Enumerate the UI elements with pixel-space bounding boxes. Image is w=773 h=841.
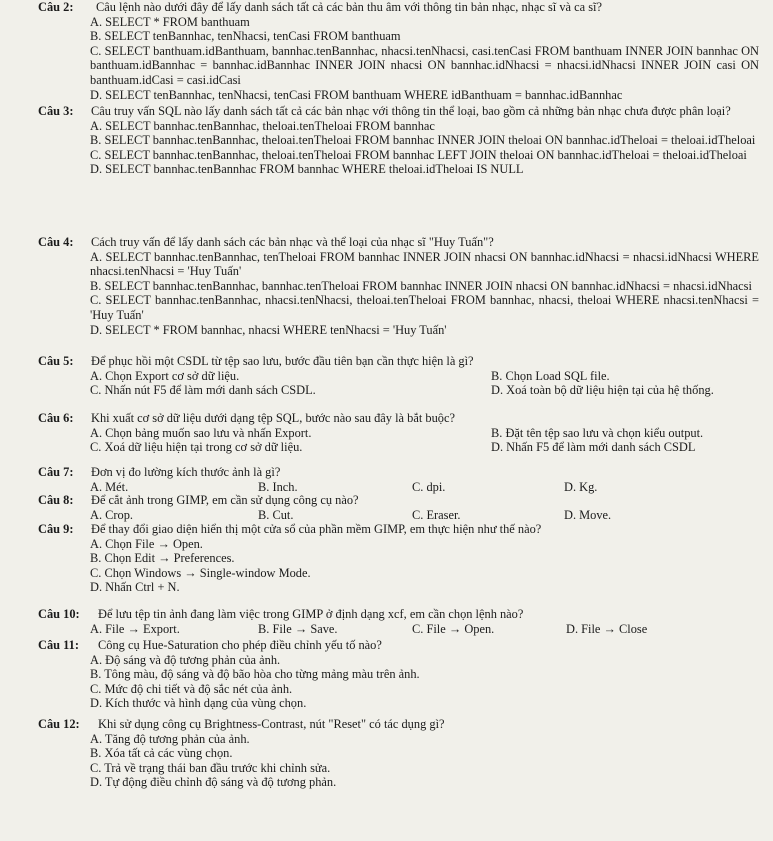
option-d: D. SELECT tenBannhac, tenNhacsi, tenCasi FROM banthuam WHERE idBanthuam = bannhac.idBannhac bbox=[90, 87, 623, 102]
option-c: C. Trả về trạng thái ban đầu trước khi chỉnh sửa. bbox=[90, 760, 331, 775]
option-d: D. Tự động điều chỉnh độ sáng và độ tương phản. bbox=[90, 775, 337, 790]
option-a: A. SELECT * FROM banthuam bbox=[90, 14, 250, 29]
option-a: A. Tăng độ tương phản của ảnh. bbox=[90, 731, 250, 746]
question-5 bbox=[0, 354, 773, 398]
option-d: D. Kích thước và hình dạng của vùng chọn. bbox=[90, 696, 307, 711]
option-d: D. Xoá toàn bộ dữ liệu hiện tại của hệ thống. bbox=[491, 383, 714, 398]
option-c: C. File → Open. bbox=[412, 621, 495, 636]
option-a: A. Chọn bảng muốn sao lưu và nhấn Export. bbox=[90, 425, 312, 440]
option-c: C. SELECT bannhac.tenBannhac, nhacsi.tenNhacsi, theloai.tenTheloai FROM bannhac, nhacsi, theloai WHERE nhacsi.tenNhacsi = 'Huy Tuấn' bbox=[90, 293, 759, 322]
question-number: Câu 2: bbox=[38, 0, 74, 14]
options-row-1 bbox=[0, 426, 773, 441]
options-row-2 bbox=[0, 383, 773, 398]
options-row bbox=[0, 622, 773, 637]
options-row-1 bbox=[0, 369, 773, 384]
option-b: B. Chọn Load SQL file. bbox=[491, 368, 610, 383]
question-4 bbox=[0, 235, 773, 337]
question-number: Câu 10: bbox=[38, 607, 80, 621]
option-a: A. Chọn Export cơ sở dữ liệu. bbox=[90, 368, 240, 383]
question-number: Câu 3: bbox=[38, 104, 74, 118]
option-b: B. SELECT bannhac.tenBannhac, bannhac.tenTheloai FROM bannhac INNER JOIN nhacsi ON bannhac.idNhacsi = nhacsi.idNhacsi bbox=[90, 278, 752, 293]
question-number: Câu 6: bbox=[38, 411, 74, 425]
options-row bbox=[0, 480, 773, 495]
option-c: C. Nhấn nút F5 để làm mới danh sách CSDL. bbox=[90, 383, 316, 398]
option-c: C. Mức độ chi tiết và độ sắc nét của ảnh. bbox=[90, 681, 293, 696]
question-text: Khi xuất cơ sở dữ liệu dưới dạng tệp SQL, bước nào sau đây là bắt buộc? bbox=[91, 411, 455, 425]
option-c: C. Eraser. bbox=[412, 507, 461, 522]
question-text: Để phục hồi một CSDL từ tệp sao lưu, bước đầu tiên bạn cần thực hiện là gì? bbox=[91, 354, 474, 368]
option-b: B. Cut. bbox=[258, 507, 294, 522]
option-b: B. SELECT tenBannhac, tenNhacsi, tenCasi FROM banthuam bbox=[90, 29, 401, 44]
option-d: D. Nhấn Ctrl + N. bbox=[90, 580, 180, 595]
question-text: Khi sử dụng công cụ Brightness-Contrast, nút "Reset" có tác dụng gì? bbox=[98, 717, 445, 731]
question-11 bbox=[0, 638, 773, 711]
question-7 bbox=[0, 465, 773, 494]
option-d: D. Nhấn F5 để làm mới danh sách CSDL bbox=[491, 440, 696, 455]
question-text: Đơn vị đo lường kích thước ảnh là gì? bbox=[91, 465, 281, 479]
option-c: C. Chọn Windows → Single-window Mode. bbox=[90, 565, 311, 580]
option-d: D. SELECT * FROM bannhac, nhacsi WHERE tenNhacsi = 'Huy Tuấn' bbox=[90, 322, 447, 337]
question-number: Câu 12: bbox=[38, 717, 80, 731]
question-text: Để cắt ảnh trong GIMP, em cần sử dụng công cụ nào? bbox=[91, 493, 359, 507]
question-text: Để lưu tệp tin ảnh đang làm việc trong GIMP ở định dạng xcf, em cần chọn lệnh nào? bbox=[98, 607, 524, 621]
option-c: C. SELECT bannhac.tenBannhac, theloai.tenTheloai FROM bannhac LEFT JOIN theloai ON bannhac.idTheloai = theloai.idTheloai bbox=[90, 147, 747, 162]
question-text: Cách truy vấn để lấy danh sách các bản nhạc và thể loại của nhạc sĩ "Huy Tuấn"? bbox=[91, 235, 494, 249]
option-a: A. Mét. bbox=[90, 479, 129, 494]
option-c: C. SELECT banthuam.idBanthuam, bannhac.tenBannhac, nhacsi.tenNhacsi, casi.tenCasi FROM banthuam INNER JOIN bannhac ON banthuam.idBannhac = bannhac.idBannhac INNER JOIN nhacsi ON bannhac.idNhacsi = nhacsi.idNhacsi INNER JOIN casi ON banthuam.idCasi = casi.idCasi bbox=[90, 43, 759, 87]
option-b: B. SELECT bannhac.tenBannhac, theloai.tenTheloai FROM bannhac INNER JOIN theloai ON bannhac.idTheloai = theloai.idTheloai bbox=[90, 133, 756, 148]
question-number: Câu 5: bbox=[38, 354, 74, 368]
question-8 bbox=[0, 493, 773, 522]
option-b: B. Chọn Edit → Preferences. bbox=[90, 551, 235, 566]
option-a: A. SELECT bannhac.tenBannhac, tenTheloai FROM bannhac INNER JOIN nhacsi ON bannhac.idNhacsi = nhacsi.idNhacsi WHERE nhacsi.tenNhacsi = 'Huy Tuấn' bbox=[90, 249, 759, 279]
option-d: D. Kg. bbox=[564, 479, 598, 494]
question-text: Công cụ Hue-Saturation cho phép điều chỉnh yếu tố nào? bbox=[98, 638, 382, 652]
question-text: Để thay đổi giao diện hiển thị một cửa sổ của phần mềm GIMP, em thực hiện như thế nào? bbox=[91, 522, 542, 536]
question-text: Câu truy vấn SQL nào lấy danh sách tất cả các bản nhạc với thông tin thể loại, bao gồm cả những bản nhạc chưa được phân loại? bbox=[91, 104, 731, 118]
option-a: A. Crop. bbox=[90, 507, 134, 522]
question-number: Câu 9: bbox=[38, 522, 74, 536]
question-10 bbox=[0, 607, 773, 636]
option-b: B. Xóa tất cả các vùng chọn. bbox=[90, 746, 233, 761]
option-d: D. Move. bbox=[564, 507, 612, 522]
option-a: A. Chọn File → Open. bbox=[90, 536, 203, 551]
option-a: A. Độ sáng và độ tương phản của ảnh. bbox=[90, 652, 281, 667]
option-c: C. Xoá dữ liệu hiện tại trong cơ sở dữ liệu. bbox=[90, 440, 303, 455]
option-a: A. File → Export. bbox=[90, 621, 180, 636]
question-2 bbox=[0, 0, 773, 102]
option-d: D. SELECT bannhac.tenBannhac FROM bannhac WHERE theloai.idTheloai IS NULL bbox=[90, 162, 524, 177]
question-9 bbox=[0, 522, 773, 595]
option-b: B. Tông màu, độ sáng và độ bão hòa cho từng mảng màu trên ảnh. bbox=[90, 667, 420, 682]
question-12 bbox=[0, 717, 773, 790]
question-3 bbox=[0, 104, 773, 177]
option-d: D. File → Close bbox=[566, 621, 648, 636]
option-b: B. Đặt tên tệp sao lưu và chọn kiểu output. bbox=[491, 425, 704, 440]
question-text: Câu lệnh nào dưới đây để lấy danh sách tất cả các bản thu âm với thông tin bản nhạc, nhạc sĩ và ca sĩ? bbox=[96, 0, 602, 14]
options-row-2 bbox=[0, 440, 773, 455]
question-number: Câu 7: bbox=[38, 465, 74, 479]
options-row bbox=[0, 508, 773, 523]
question-number: Câu 8: bbox=[38, 493, 74, 507]
question-number: Câu 4: bbox=[38, 235, 74, 249]
option-a: A. SELECT bannhac.tenBannhac, theloai.tenTheloai FROM bannhac bbox=[90, 118, 435, 133]
question-number: Câu 11: bbox=[38, 638, 79, 652]
option-b: B. Inch. bbox=[258, 479, 298, 494]
option-b: B. File → Save. bbox=[258, 621, 338, 636]
question-6 bbox=[0, 411, 773, 455]
option-c: C. dpi. bbox=[412, 479, 446, 494]
